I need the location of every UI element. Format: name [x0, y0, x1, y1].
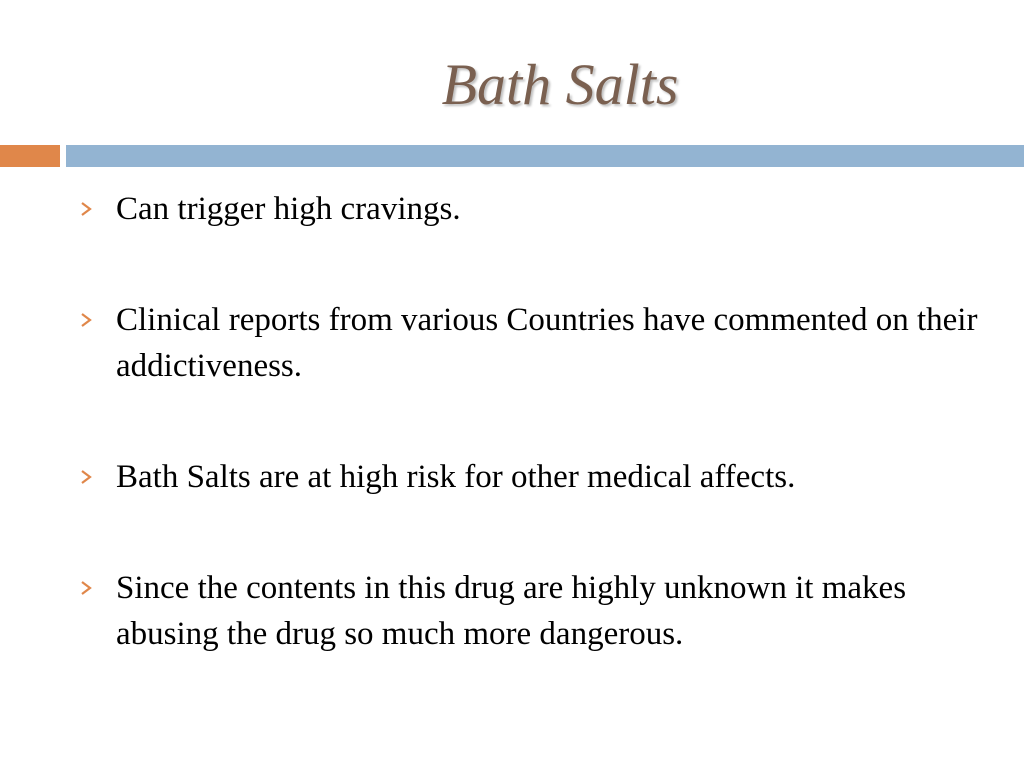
bullet-item [78, 565, 978, 657]
chevron-right-icon [78, 469, 94, 485]
bullet-item [78, 186, 978, 232]
bullet-text: Bath Salts are at high risk for other medical affects. [116, 459, 796, 495]
slide-title: Bath Salts [441, 52, 679, 117]
bullet-item [78, 454, 978, 500]
chevron-right-icon [78, 580, 94, 596]
chevron-right-icon [78, 312, 94, 328]
bullet-list [78, 186, 978, 657]
bullet-text: Clinical reports from various Countries have commented on their addictiveness. [116, 302, 978, 384]
title-accent-bar [0, 145, 60, 167]
bullet-text: Since the contents in this drug are highly unknown it makes abusing the drug so much more dangerous. [116, 570, 907, 652]
bullet-item [78, 297, 978, 389]
chevron-right-icon [78, 201, 94, 217]
title-divider-bar [66, 145, 1024, 167]
bullet-text: Can trigger high cravings. [116, 191, 461, 227]
